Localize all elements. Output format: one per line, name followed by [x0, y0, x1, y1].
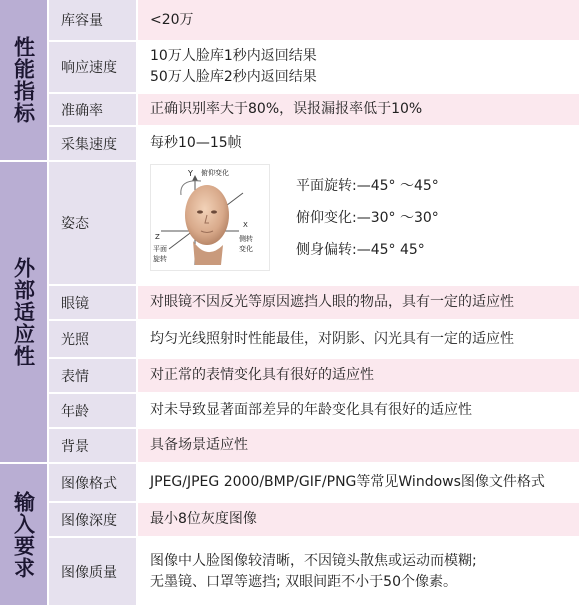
response-speed-line-1: 10万人脸库1秒内返回结果 — [150, 48, 317, 64]
row-capacity-label: 库容量 — [49, 0, 136, 40]
row-expression-value: 对正常的表情变化具有很好的适应性 — [138, 359, 579, 392]
row-capture-speed-label: 采集速度 — [49, 127, 136, 160]
row-response-speed-value — [138, 42, 579, 92]
row-expression-label: 表情 — [49, 359, 136, 392]
row-image-depth-label: 图像深度 — [49, 503, 136, 536]
row-capture-speed-value: 每秒10—15帧 — [138, 127, 579, 160]
fig-x-axis: X — [243, 221, 248, 229]
row-accuracy-value: 正确识别率大于80%，误报漏报率低于10% — [138, 94, 579, 125]
row-image-depth-value: 最小8位灰度图像 — [138, 503, 579, 536]
fig-top-caption: 俯仰变化 — [201, 169, 229, 177]
row-age-value: 对未导致显著面部差异的年龄变化具有很好的适应性 — [138, 394, 579, 427]
category-performance — [0, 0, 47, 160]
fig-z-axis: Z — [155, 233, 160, 241]
pose-line-yaw: 侧身偏转:—45° 45° — [296, 242, 425, 258]
row-accuracy-label: 准确率 — [49, 94, 136, 125]
row-pose-value — [138, 162, 579, 284]
category-adaptability-label: 外部适应性 — [11, 257, 36, 367]
category-performance-label: 性能指标 — [11, 36, 36, 124]
fig-y-axis: Y — [188, 169, 193, 178]
category-adaptability — [0, 162, 47, 462]
pose-line-plane-rotation: 平面旋转:—45° ～45° — [296, 178, 439, 194]
row-image-quality-value — [138, 538, 579, 605]
image-quality-line-2: 无墨镜、口罩等遮挡; 双眼间距不小于50个像素。 — [150, 573, 457, 590]
row-pose-label: 姿态 — [49, 162, 136, 284]
fig-right-caption-1: 侧转 — [239, 235, 253, 243]
row-image-quality-label: 图像质量 — [49, 538, 136, 605]
row-glasses-value: 对眼镜不因反光等原因遮挡人眼的物品，具有一定的适应性 — [138, 286, 579, 319]
head-pose-figure — [150, 164, 270, 271]
row-image-format-label: 图像格式 — [49, 464, 136, 501]
row-image-format-value: JPEG/JPEG 2000/BMP/GIF/PNG等常见Windows图像文件格式 — [138, 464, 579, 501]
row-lighting-label: 光照 — [49, 321, 136, 357]
fig-left-caption-1: 平面 — [153, 245, 167, 253]
pose-line-pitch: 俯仰变化:—30° ～30° — [296, 210, 439, 226]
row-capacity-value: <20万 — [138, 0, 579, 40]
row-age-label: 年龄 — [49, 394, 136, 427]
category-input-label: 输入要求 — [11, 490, 36, 579]
row-lighting-value: 均匀光线照射时性能最佳，对阴影、闪光具有一定的适应性 — [138, 321, 579, 357]
row-glasses-label: 眼镜 — [49, 286, 136, 319]
fig-right-caption-2: 变化 — [239, 245, 253, 253]
response-speed-line-2: 50万人脸库2秒内返回结果 — [150, 69, 317, 85]
pose-angle-list — [296, 170, 556, 266]
image-quality-line-1: 图像中人脸图像较清晰，不因镜头散焦或运动而模糊; — [150, 552, 477, 569]
head-pose-illustration — [151, 165, 269, 270]
row-background-value: 具备场景适应性 — [138, 429, 579, 462]
fig-left-caption-2: 旋转 — [153, 255, 167, 263]
row-response-speed-label: 响应速度 — [49, 42, 136, 92]
row-background-label: 背景 — [49, 429, 136, 462]
category-input — [0, 464, 47, 605]
